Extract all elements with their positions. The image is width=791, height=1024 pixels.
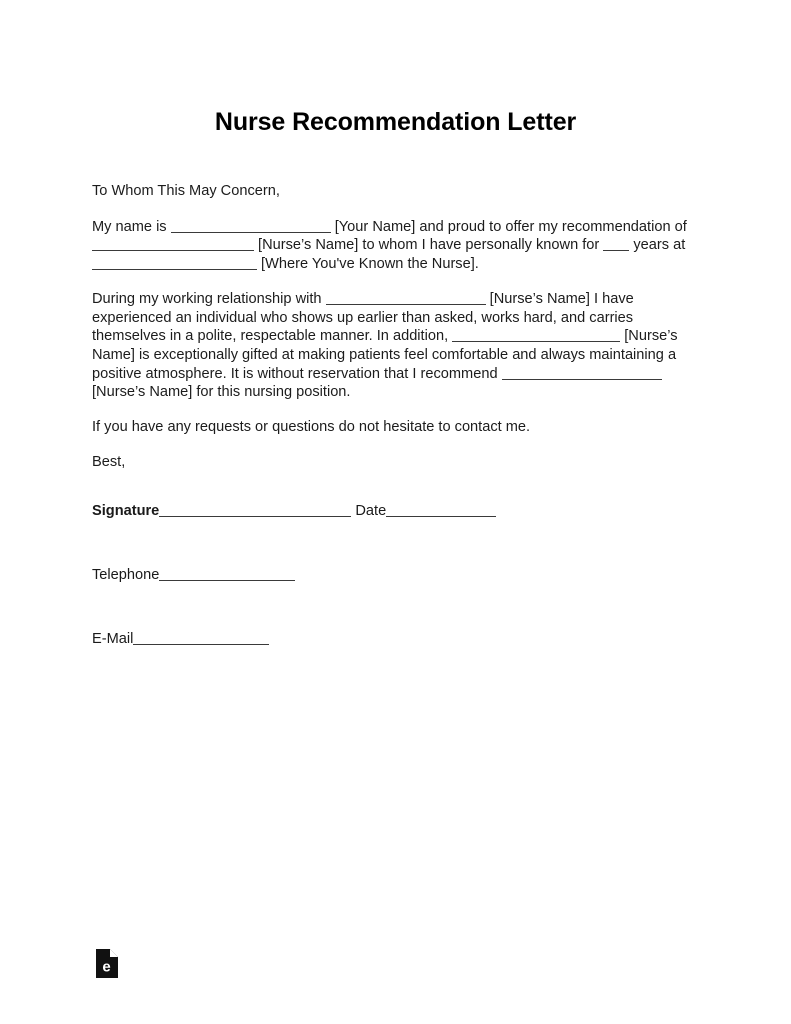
spacer <box>92 402 692 418</box>
spacer <box>92 535 692 551</box>
addition-blank[interactable] <box>452 328 620 342</box>
signature-row <box>92 502 692 521</box>
nurse-name-blank-2[interactable] <box>326 291 486 305</box>
location-blank[interactable] <box>92 256 257 270</box>
signature-label: Signature <box>92 503 160 520</box>
p2-text-2: [Nurse’s Name] I have experienced an individual who shows up earlier than asked, works hard, and carries themselves in a polite, respectable manner. In addition, <box>92 290 634 345</box>
svg-text:e: e <box>102 958 111 976</box>
email-row <box>92 630 692 649</box>
document-e-icon <box>96 949 118 978</box>
p1-text-4: years at <box>629 237 686 254</box>
p1-text-3: [Nurse’s Name] to whom I have personally known for <box>254 237 604 254</box>
p2-text-3: [Nurse’s Name] is exceptionally gifted at making patients feel comfortable and always maintaining a positive atmosphere. It is without reservation that I recommend <box>92 328 678 382</box>
years-blank[interactable] <box>603 237 629 251</box>
spacer <box>92 201 692 218</box>
p1-text-2: [Your Name] and proud to offer my recommendation of <box>330 218 687 235</box>
paragraph-two <box>92 290 692 402</box>
p2-text-4: [Nurse’s Name] for this nursing position. <box>92 384 351 401</box>
telephone-row <box>92 566 692 585</box>
paragraph-three: If you have any requests or questions do not hesitate to contact me. <box>92 419 531 436</box>
closing-line: Best, <box>92 453 126 470</box>
spacer <box>92 437 692 453</box>
nurse-name-blank-1[interactable] <box>92 237 254 251</box>
nurse-name-blank-3[interactable] <box>502 366 662 380</box>
p1-text-1: My name is <box>92 218 171 235</box>
paragraph-one <box>92 218 692 274</box>
signature-blank[interactable] <box>159 503 351 517</box>
letter-body <box>92 182 692 663</box>
date-blank[interactable] <box>386 503 496 517</box>
page-title: Nurse Recommendation Letter <box>214 108 577 136</box>
p2-text-1: During my working relationship with <box>92 290 326 307</box>
spacer <box>92 471 692 487</box>
your-name-blank[interactable] <box>171 219 331 233</box>
email-blank[interactable] <box>133 631 269 645</box>
spacer <box>92 274 692 290</box>
telephone-blank[interactable] <box>159 567 295 581</box>
telephone-label: Telephone <box>92 566 160 583</box>
p1-text-5: [Where You've Known the Nurse]. <box>257 256 479 273</box>
email-label: E-Mail <box>92 630 134 647</box>
salutation-line: To Whom This May Concern, <box>92 183 280 199</box>
spacer <box>92 599 692 615</box>
date-label: Date <box>355 503 387 520</box>
